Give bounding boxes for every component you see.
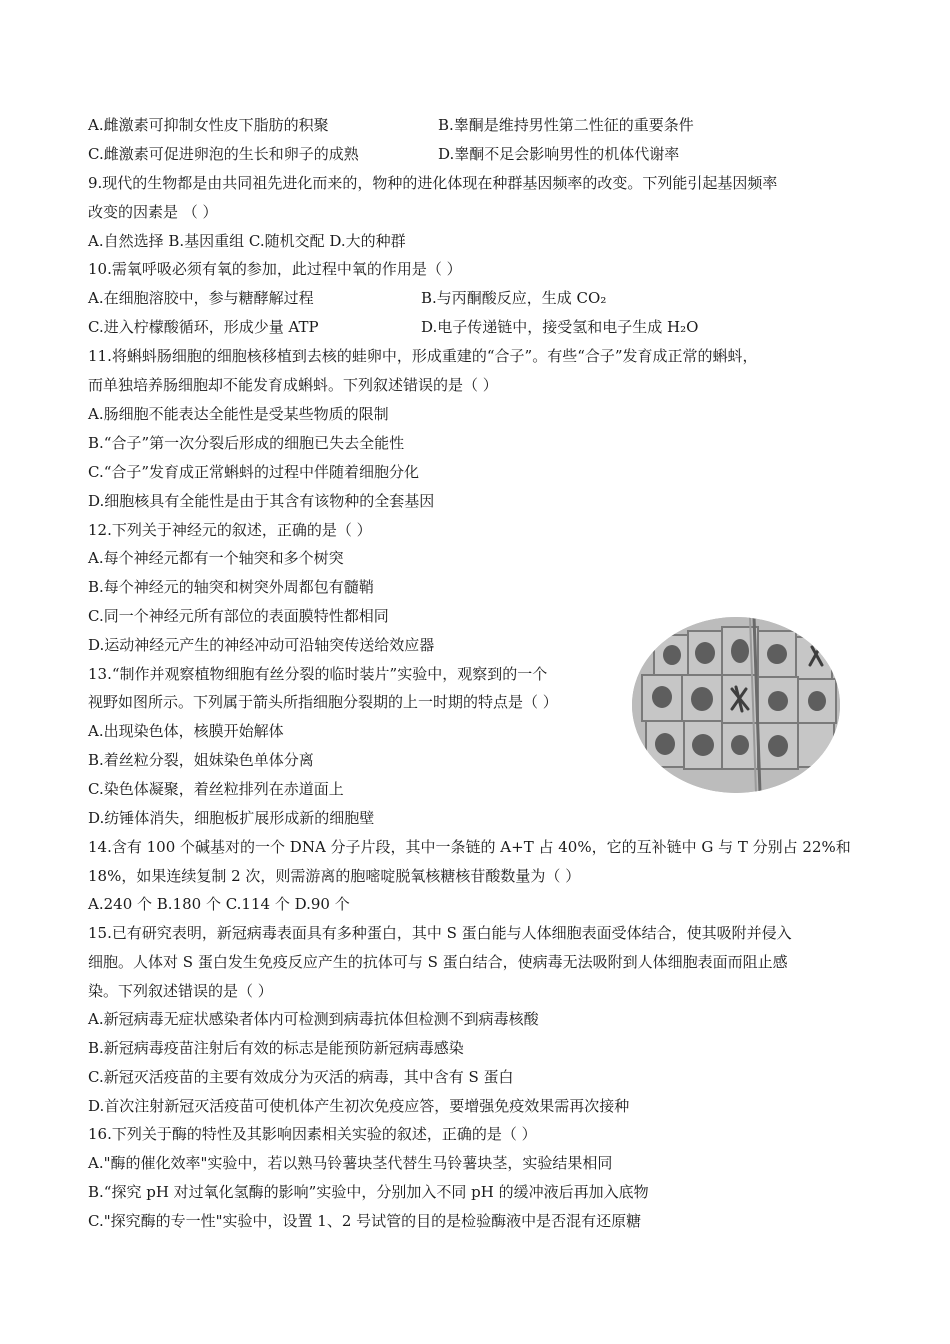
q11-option-a: A.肠细胞不能表达全能性是受某些物质的限制 <box>88 405 389 423</box>
q8-option-a: A.雌激素可抑制女性皮下脂肪的积聚 <box>88 116 329 134</box>
q13-option-d: D.纺锤体消失，细胞板扩展形成新的细胞壁 <box>88 809 375 827</box>
q14-options: A.240 个 B.180 个 C.114 个 D.90 个 <box>88 895 350 913</box>
q13-stem: 13.“制作并观察植物细胞有丝分裂的临时装片”实验中，观察到的一个 <box>88 665 548 683</box>
q10-option-a: A.在细胞溶胶中，参与糖酵解过程 <box>88 289 314 307</box>
q16-option-a: A."酶的催化效率"实验中，若以熟马铃薯块茎代替生马铃薯块茎，实验结果相同 <box>88 1154 613 1172</box>
q12-stem: 12.下列关于神经元的叙述，正确的是（ ） <box>88 521 372 539</box>
q12-option-c: C.同一个神经元所有部位的表面膜特性都相同 <box>88 607 389 625</box>
q8-option-c: C.雌激素可促进卵泡的生长和卵子的成熟 <box>88 145 359 163</box>
q12-option-b: B.每个神经元的轴突和树突外周都包有髓鞘 <box>88 578 374 596</box>
q9-options: A.自然选择 B.基因重组 C.随机交配 D.大的种群 <box>88 232 406 250</box>
q10-option-d: D.电子传递链中，接受氢和电子生成 H₂O <box>421 318 699 336</box>
q15-stem-cont2: 染。下列叙述错误的是（ ） <box>88 982 273 1000</box>
q10-stem: 10.需氧呼吸必须有氧的参加，此过程中氧的作用是（ ） <box>88 260 462 278</box>
q11-stem: 11.将蝌蚪肠细胞的细胞核移植到去核的蛙卵中，形成重建的“合子”。有些“合子”发育成正常的蝌蚪， <box>88 347 758 365</box>
q13-option-b: B.着丝粒分裂，姐妹染色单体分离 <box>88 751 314 769</box>
q15-stem-cont: 细胞。人体对 S 蛋白发生免疫反应产生的抗体可与 S 蛋白结合，使病毒无法吸附到人体细胞表面而阻止感 <box>88 953 788 971</box>
cell-micrograph <box>632 617 840 793</box>
q15-option-a: A.新冠病毒无症状感染者体内可检测到病毒抗体但检测不到病毒核酸 <box>88 1010 539 1028</box>
q13-option-a: A.出现染色体，核膜开始解体 <box>88 722 284 740</box>
q11-option-b: B.“合子”第一次分裂后形成的细胞已失去全能性 <box>88 434 405 452</box>
q15-stem: 15.已有研究表明，新冠病毒表面具有多种蛋白，其中 S 蛋白能与人体细胞表面受体结合，使其吸附并侵入 <box>88 924 792 942</box>
q15-option-c: C.新冠灭活疫苗的主要有效成分为灭活的病毒，其中含有 S 蛋白 <box>88 1068 514 1086</box>
q14-stem: 14.含有 100 个碱基对的一个 DNA 分子片段，其中一条链的 A+T 占 40%，它的互补链中 G 与 T 分别占 22%和 <box>88 838 851 856</box>
q11-option-d: D.细胞核具有全能性是由于其含有该物种的全套基因 <box>88 492 435 510</box>
q11-stem-cont: 而单独培养肠细胞却不能发育成蝌蚪。下列叙述错误的是（ ） <box>88 376 498 394</box>
q8-option-b: B.睾酮是维持男性第二性征的重要条件 <box>438 116 694 134</box>
q15-option-b: B.新冠病毒疫苗注射后有效的标志是能预防新冠病毒感染 <box>88 1039 464 1057</box>
q9-stem-cont: 改变的因素是 （ ） <box>88 203 218 221</box>
q9-stem: 9.现代的生物都是由共同祖先进化而来的，物种的进化体现在种群基因频率的改变。下列能引起基因频率 <box>88 174 778 192</box>
q13-stem-cont: 视野如图所示。下列属于箭头所指细胞分裂期的上一时期的特点是（ ） <box>88 693 558 711</box>
q16-option-c: C."探究酶的专一性"实验中，设置 1、2 号试管的目的是检验酶液中是否混有还原糖 <box>88 1212 642 1230</box>
q12-option-d: D.运动神经元产生的神经冲动可沿轴突传送给效应器 <box>88 636 435 654</box>
q8-option-d: D.睾酮不足会影响男性的机体代谢率 <box>438 145 680 163</box>
q16-stem: 16.下列关于酶的特性及其影响因素相关实验的叙述，正确的是（ ） <box>88 1125 537 1143</box>
q13-option-c: C.染色体凝聚，着丝粒排列在赤道面上 <box>88 780 344 798</box>
microscope-field-image <box>632 617 840 793</box>
q10-option-c: C.进入柠檬酸循环，形成少量 ATP <box>88 318 319 336</box>
q16-option-b: B.“探究 pH 对过氧化氢酶的影响”实验中，分别加入不同 pH 的缓冲液后再加入底物 <box>88 1183 649 1201</box>
q15-option-d: D.首次注射新冠灭活疫苗可使机体产生初次免疫应答，要增强免疫效果需再次接种 <box>88 1097 630 1115</box>
q11-option-c: C.“合子”发育成正常蝌蚪的过程中伴随着细胞分化 <box>88 463 420 481</box>
q14-stem-cont: 18%，如果连续复制 2 次，则需游离的胞嘧啶脱氧核糖核苷酸数量为（ ） <box>88 867 581 885</box>
q12-option-a: A.每个神经元都有一个轴突和多个树突 <box>88 549 344 567</box>
q10-option-b: B.与丙酮酸反应，生成 CO₂ <box>421 289 607 307</box>
